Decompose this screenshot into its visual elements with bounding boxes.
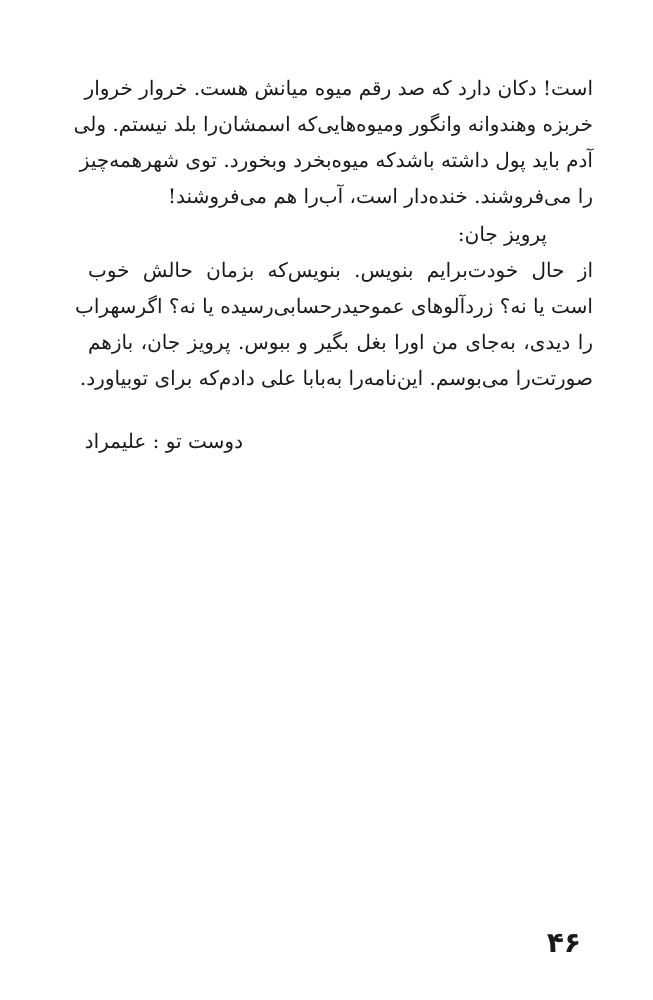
paragraph-2-line: از حال خودت‌برایم بنویس. بنویس‌که بزمان حالش خوب (88, 258, 593, 282)
paragraph-1-line: است! دکان دارد که صد رقم میوه میانش هست. خروار خروار (84, 76, 593, 100)
paragraph-2 (75, 252, 593, 396)
paragraph-1-line: را می‌فروشند. خنده‌دار است، آب‌را هم می‌فروشند! (168, 184, 593, 208)
signature: دوست تو : علیمراد (84, 429, 243, 453)
paragraph-2-line: است یا نه؟ زردآلوهای عموحیدرحسابی‌رسیده یا نه؟ اگرسهراب (75, 294, 593, 318)
paragraph-2-line: صورتت‌را می‌بوسم. این‌نامه‌را به‌بابا علی دادم‌که برای تو‌بیاورد. (79, 366, 593, 390)
paragraph-1-line: آدم باید پول داشته باشدکه میوه‌بخرد وبخورد. توی شهرهمه‌چیز (79, 148, 593, 172)
paragraph-1-line: خربزه وهندوانه وانگور ومیوه‌هایی‌که اسمشان‌را بلد نیستم. ولی (73, 112, 593, 136)
paragraph-2-line: را دیدی، به‌جای من اورا بغل بگیر و ببوس. پرویز جان، بازهم (88, 330, 593, 354)
page-number: ۴۶ (546, 926, 581, 959)
paragraph-1 (73, 70, 593, 214)
salutation: پرویز جان: (457, 222, 547, 246)
